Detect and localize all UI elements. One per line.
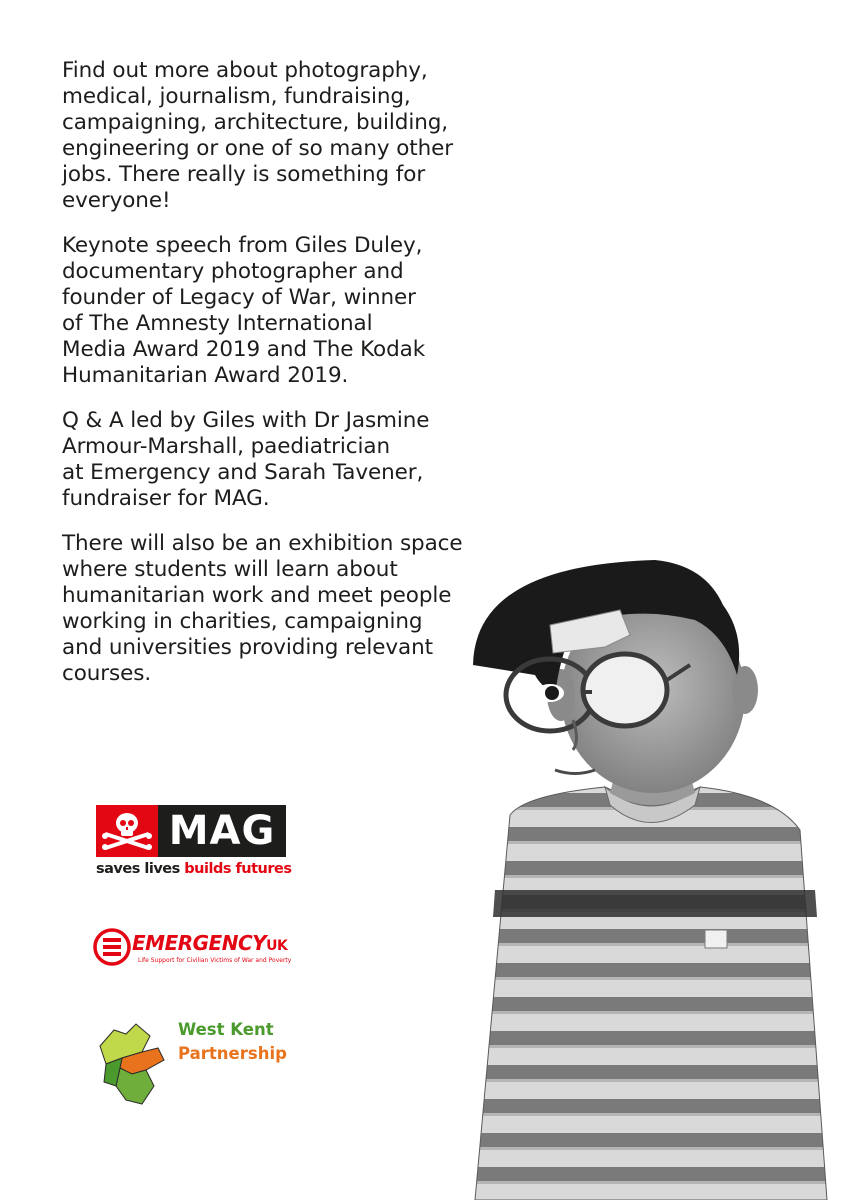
west-kent-map-icon <box>92 1008 182 1108</box>
west-kent-line1: West Kent <box>178 1020 274 1039</box>
mag-tagline: saves lives builds futures <box>96 861 292 877</box>
emergency-e-icon <box>92 927 132 967</box>
paragraph-qa: Q & A led by Giles with Dr Jasmine Armour-Marshall, paediatrician at Emergency and Sarah Tavener, fundraiser for MAG. <box>62 408 430 511</box>
mag-logo <box>96 805 292 885</box>
paragraph-intro: Find out more about photography, medical, journalism, fundraising, campaigning, architecture, building, engineering or one of so many other jobs. There really is something for everyone! <box>62 58 453 213</box>
boy-portrait-photo <box>455 555 846 1200</box>
mag-wordmark: MAG <box>158 805 286 857</box>
emergency-wordmark: EMERGENCYUK <box>132 931 288 955</box>
west-kent-line2: Partnership <box>178 1044 287 1063</box>
emergency-uk-logo <box>92 925 312 975</box>
paragraph-exhibition: There will also be an exhibition space where students will learn about humanitarian work and meet people working in charities, campaigning and universities providing relevant courses. <box>62 531 463 686</box>
paragraph-keynote: Keynote speech from Giles Duley, documentary photographer and founder of Legacy of War, winner of The Amnesty International Media Award 2019 and The Kodak Humanitarian Award 2019. <box>62 233 426 388</box>
west-kent-partnership-logo <box>92 1008 292 1108</box>
body-text <box>62 58 482 706</box>
emergency-tagline: Life Support for Civilian Victims of War and Poverty <box>138 957 292 964</box>
skull-crossbones-icon <box>96 805 158 857</box>
